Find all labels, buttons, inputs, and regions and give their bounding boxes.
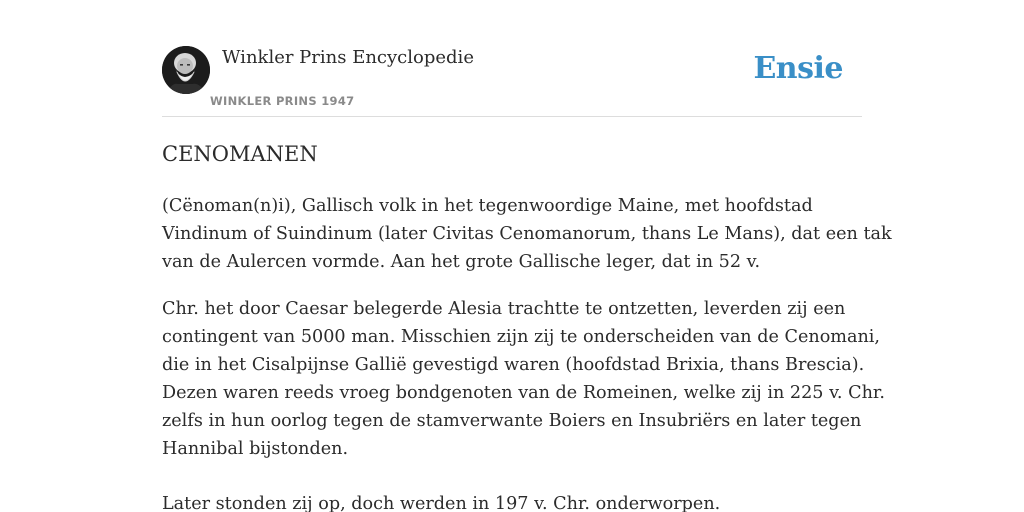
paragraph-line: die in het Cisalpijnse Gallië gevestigd waren (hoofdstad Brixia, thans Brescia).	[162, 355, 865, 375]
article-paragraph-1	[162, 192, 892, 276]
article-paragraph-2	[162, 295, 885, 463]
article	[162, 140, 892, 512]
paragraph-line: zelfs in hun oorlog tegen de stamverwante Boiers en Insubriërs en later tegen	[162, 411, 862, 431]
bearded-man-portrait-icon	[162, 46, 210, 94]
site-header	[162, 46, 862, 117]
paragraph-line: Hannibal bijstonden.	[162, 439, 349, 459]
paragraph-line: van de Aulercen vormde. Aan het grote Gallische leger, dat in 52 v.	[162, 252, 761, 272]
paragraph-line: (Cënoman(n)i), Gallisch volk in het tegenwoordige Maine, met hoofdstad	[162, 196, 813, 216]
site-subtitle[interactable]: WINKLER PRINS 1947	[210, 94, 355, 108]
page-title: CENOMANEN	[162, 142, 318, 166]
article-paragraph-3	[162, 490, 862, 512]
paragraph-line: Dezen waren reeds vroeg bondgenoten van de Romeinen, welke zij in 225 v. Chr.	[162, 383, 885, 403]
site-title[interactable]: Winkler Prins Encyclopedie	[222, 47, 474, 68]
avatar[interactable]	[162, 46, 210, 94]
paragraph-line: Vindinum of Suindinum (later Civitas Cenomanorum, thans Le Mans), dat een tak	[162, 224, 892, 244]
ensie-logo[interactable]: Ensie	[753, 51, 843, 86]
paragraph-line: Later stonden zij op, doch werden in 197 v. Chr. onderworpen.	[162, 494, 721, 512]
paragraph-line: Chr. het door Caesar belegerde Alesia trachtte te ontzetten, leverden zij een	[162, 299, 846, 319]
paragraph-line: contingent van 5000 man. Misschien zijn zij te onderscheiden van de Cenomani,	[162, 327, 881, 347]
